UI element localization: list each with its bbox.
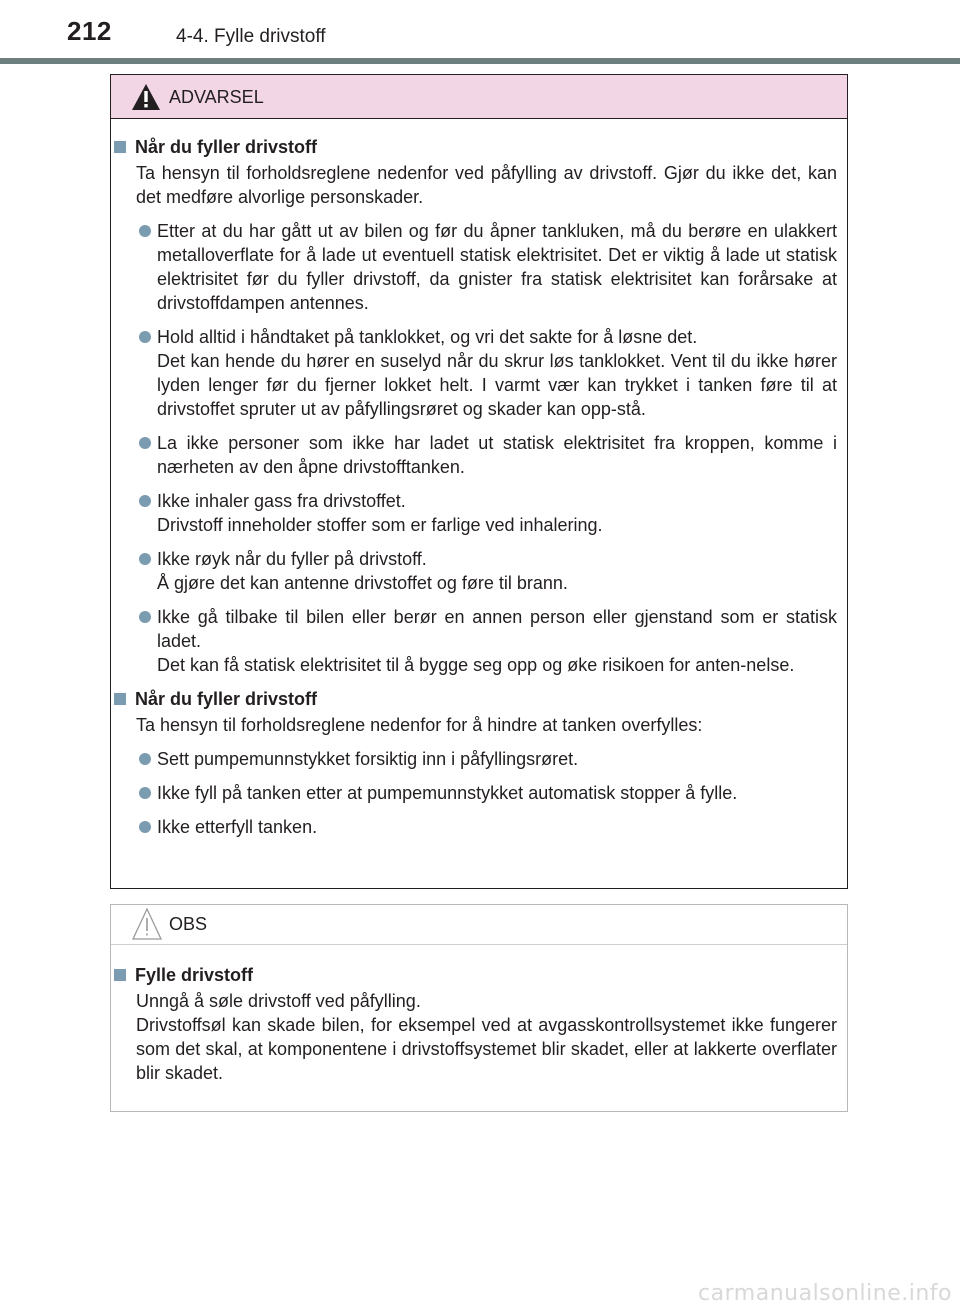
notice-box (110, 904, 848, 1112)
circle-bullet-icon (139, 495, 151, 507)
list-item (114, 547, 837, 595)
circle-bullet-icon (139, 821, 151, 833)
watermark: carmanualsonline.info (698, 1281, 952, 1306)
item-text: Sett pumpemunnstykket forsiktig inn i påfyllingsrøret. (157, 749, 579, 769)
section-heading-text: Når du fyller drivstoff (135, 689, 318, 709)
list-item (114, 781, 837, 805)
section-heading (114, 135, 837, 159)
circle-bullet-icon (139, 753, 151, 765)
warning-body (111, 119, 847, 839)
section-heading-text: Når du fyller drivstoff (135, 137, 318, 157)
circle-bullet-icon (139, 787, 151, 799)
warning-triangle-icon (131, 83, 161, 111)
notice-body (111, 945, 847, 1085)
item-text: Etter at du har gått ut av bilen og før du åpner tankluken, må du berøre en ulakkert metalloverflate for å lade ut eventuell statisk elektrisitet. Det er viktig å lade ut statisk elektrisitet før du fyller drivstoff, da gnister fra statisk elektrisitet kan forårsake at drivstoffdampen antennes. (157, 221, 837, 313)
section-heading (114, 963, 837, 987)
circle-bullet-icon (139, 225, 151, 237)
list-item (114, 489, 837, 537)
square-bullet-icon (114, 969, 126, 981)
item-text: Ikke etterfyll tanken. (157, 817, 318, 837)
section-heading-text: Fylle drivstoff (135, 965, 254, 985)
list-item (114, 605, 837, 677)
item-text: Ikke gå tilbake til bilen eller berør en annen person eller gjenstand som er statisk ladet. (157, 607, 837, 651)
caution-triangle-outline-icon (131, 907, 163, 941)
warning-label: ADVARSEL (169, 87, 264, 107)
warning-header (111, 75, 847, 119)
circle-bullet-icon (139, 553, 151, 565)
page-number: 212 (67, 16, 112, 46)
list-item (114, 815, 837, 839)
item-text: Ikke inhaler gass fra drivstoffet. (157, 491, 406, 511)
section-intro: Ta hensyn til forholdsreglene nedenfor for å hindre at tanken overfylles: (136, 715, 703, 735)
warning-section (114, 687, 837, 839)
item-text: Det kan få statisk elektrisitet til å bygge seg opp og øke risikoen for anten-nelse. (157, 655, 795, 675)
list-item (114, 325, 837, 421)
section-title: 4-4. Fylle drivstoff (176, 26, 326, 47)
notice-line: Drivstoffsøl kan skade bilen, for eksempel ved at avgasskontrollsystemet ikke fungerer som det skal, at komponentene i drivstoffsystemet blir skadet, eller at lakkerte overflater blir skadet. (136, 1015, 837, 1083)
item-text: Ikke røyk når du fyller på drivstoff. (157, 549, 427, 569)
list-item (114, 431, 837, 479)
item-text: La ikke personer som ikke har ladet ut statisk elektrisitet fra kroppen, komme i nærheten av den åpne drivstofftanken. (157, 433, 837, 477)
warning-section (114, 135, 837, 677)
notice-label: OBS (169, 914, 208, 934)
square-bullet-icon (114, 693, 126, 705)
item-text: Å gjøre det kan antenne drivstoffet og føre til brann. (157, 573, 568, 593)
section-intro: Ta hensyn til forholdsreglene nedenfor ved påfylling av drivstoff. Gjør du ikke det, kan det medføre alvorlige personskader. (136, 163, 837, 207)
circle-bullet-icon (139, 437, 151, 449)
list-item (114, 747, 837, 771)
section-heading (114, 687, 837, 711)
item-text: Hold alltid i håndtaket på tanklokket, og vri det sakte for å løsne det. (157, 327, 698, 347)
item-text: Det kan hende du hører en suselyd når du skrur løs tanklokket. Vent til du ikke hører lyden lenger før du fjerner lokket helt. I varmt vær kan trykket i tanken føre til at drivstoffet spruter ut av påfyllingsrøret og skader kan opp-stå. (157, 351, 837, 419)
square-bullet-icon (114, 141, 126, 153)
circle-bullet-icon (139, 611, 151, 623)
circle-bullet-icon (139, 331, 151, 343)
notice-header (111, 905, 847, 945)
notice-line: Unngå å søle drivstoff ved påfylling. (136, 991, 421, 1011)
list-item (114, 219, 837, 315)
warning-box (110, 74, 848, 889)
notice-text (114, 989, 837, 1085)
header-rule (0, 58, 960, 64)
item-text: Drivstoff inneholder stoffer som er farlige ved inhalering. (157, 515, 603, 535)
item-text: Ikke fyll på tanken etter at pumpemunnstykket automatisk stopper å fylle. (157, 783, 738, 803)
